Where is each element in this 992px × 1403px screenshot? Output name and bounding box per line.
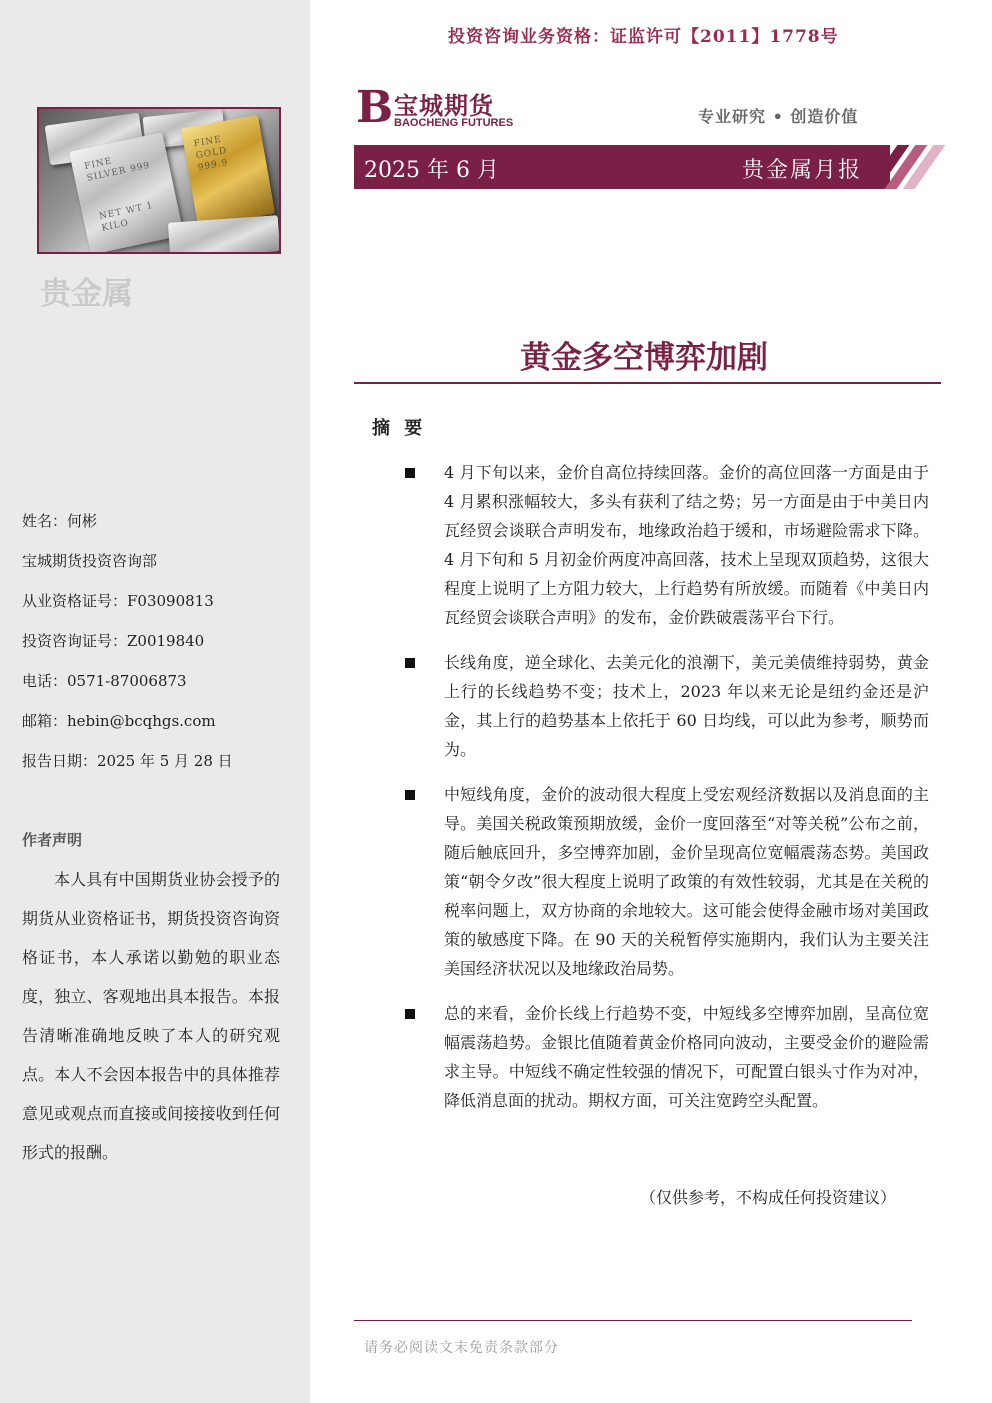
precious-metal-bars-image [37,107,281,254]
square-bullet-icon [405,468,415,478]
abstract-list [405,458,929,1131]
abstract-heading: 摘 要 [372,418,427,439]
logo-mark-icon: B [356,82,394,133]
bullet-text: 总的来看，金价长线上行趋势不变，中短线多空博弈加剧，呈高位宽幅震荡趋势。金银比值随着黄金价格同向波动，主要受金价的避险需求主导。中短线不确定性较强的情况下，可配置白银头寸作为对冲，降低消息面的扰动。期权方面，可关注宽跨空头配置。 [444,1004,929,1110]
analyst-department: 宝城期货投资咨询部 [22,552,158,570]
silver-bar-front [69,132,184,254]
sector-label: 贵金属 [40,276,133,312]
slogan: 专业研究 • 创造价值 [698,107,859,126]
report-type: 贵金属月报 [741,158,862,183]
silver-bar-bottom [168,215,280,254]
gold-bar [181,115,275,227]
list-item [405,999,929,1115]
square-bullet-icon [405,1009,415,1019]
company-logo [356,82,526,133]
analyst-phone: 电话：0571-87006873 [22,672,187,690]
bullet-text: 中短线角度，金价的波动很大程度上受宏观经济数据以及消息面的主导。美国关税政策预期放缓，金价一度回落至“对等关税”公布之前，随后触底回升，多空博弈加剧，金价呈现高位宽幅震荡态势。美国政策“朝令夕改”很大程度上说明了政策的有效性较弱，尤其是在关税的税率问题上，双方协商的余地较大。这可能会使得金融市场对美国政策的敏感度下降。在 90 天的关税暂停实施期内，我们认为主要关注美国经济状况以及地缘政治局势。 [444,785,929,978]
list-item [405,648,929,764]
list-item [405,780,929,983]
report-month: 2025 年 6 月 [364,158,499,183]
analyst-info [22,509,233,789]
logo-chinese-name: 宝城期货 [394,92,494,120]
list-item [405,458,929,632]
gold-bar-stamp: FINE GOLD 999.9 [193,134,230,174]
bullet-text: 4 月下旬以来，金价自高位持续回落。金价的高位回落一方面是由于 4 月累积涨幅较大，多头有获利了结之势；另一方面是由于中美日内瓦经贸会谈联合声明发布，地缘政治趋于缓和，市场避险需求下降。4 月下旬和 5 月初金价两度冲高回落，技术上呈现双顶趋势，这很大程度上说明了上方阻力较大，上行趋势有所放缓。而随着《中美日内瓦经贸会谈联合声明》的发布，金价跌破震荡平台下行。 [444,463,929,627]
disclaimer-note: （仅供参考，不构成任何投资建议） [640,1188,897,1207]
report-date: 报告日期：2025 年 5 月 28 日 [22,752,233,770]
title-divider [354,382,941,384]
bullet-text: 长线角度，逆全球化、去美元化的浪潮下，美元美债维持弱势，黄金上行的长线趋势不变；技术上，2023 年以来无论是纽约金还是沪金，其上行的趋势基本上依托于 60 日均线，可以此为参考，顺势而为。 [444,653,929,759]
analyst-email[interactable]: 邮箱：hebin@bcqhgs.com [22,712,216,730]
analyst-consult-cert: 投资咨询证号：Z0019840 [22,632,205,650]
analyst-qualification: 从业资格证号：F03090813 [22,592,214,610]
footer-disclaimer: 请务必阅读文末免责条款部分 [364,1340,559,1356]
footer-divider [354,1320,912,1321]
silver-bar-weight-stamp: NET WT 1 KILO [98,200,155,234]
square-bullet-icon [405,658,415,668]
logo-english-name: BAOCHENG FUTURES [394,117,514,129]
report-band [354,145,890,189]
sidebar [0,0,310,1403]
report-title: 黄金多空博弈加剧 [520,340,768,376]
analyst-name: 姓名：何彬 [22,512,98,530]
square-bullet-icon [405,790,415,800]
silver-bar-stamp: FINE SILVER 999 [83,156,152,184]
license-line: 投资咨询业务资格：证监许可【2011】1778号 [448,27,839,47]
author-statement-title: 作者声明 [22,831,83,849]
author-statement-body: 本人具有中国期货业协会授予的期货从业资格证书，期货投资咨询资格证书，本人承诺以勤勉的职业态度，独立、客观地出具本报告。本报告清晰准确地反映了本人的研究观点。本人不会因本报告中的具体推荐意见或观点而直接或间接接收到任何形式的报酬。 [22,870,280,1162]
